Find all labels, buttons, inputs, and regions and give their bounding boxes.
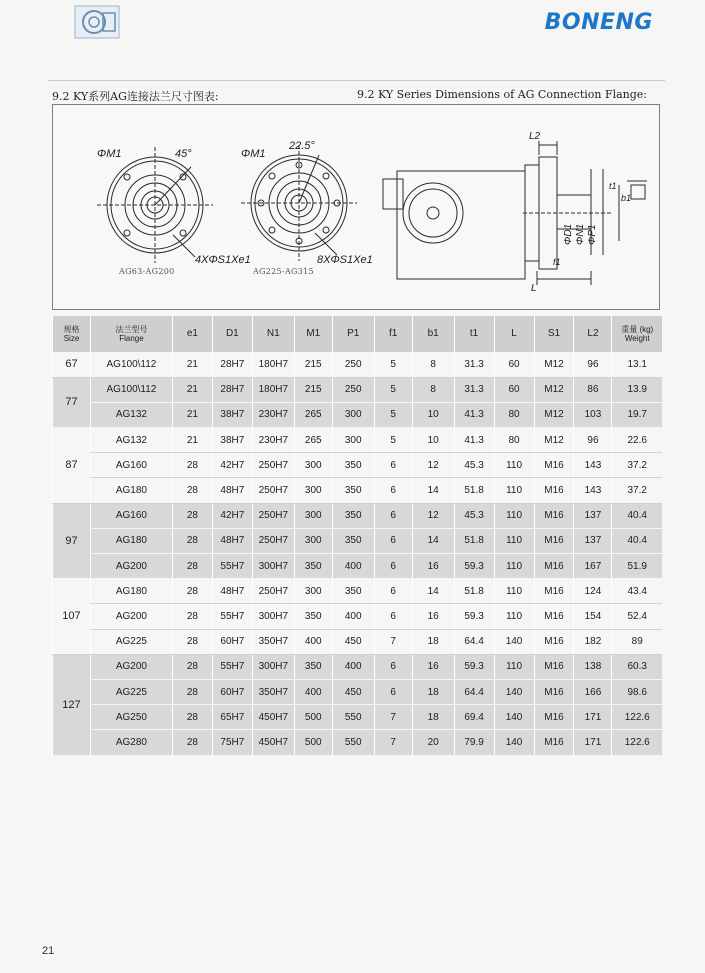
table-cell: 350 — [294, 604, 332, 629]
col-weight: 重量 (kg) Weight — [612, 316, 662, 352]
table-cell: 21 — [172, 377, 212, 402]
table-cell: 59.3 — [454, 654, 494, 679]
table-cell: 265 — [294, 402, 332, 427]
table-cell: M16 — [534, 679, 574, 704]
table-cell: 500 — [294, 730, 332, 755]
table-cell: 140 — [494, 730, 534, 755]
table-cell: 16 — [412, 554, 454, 579]
table-cell: 300 — [294, 503, 332, 528]
table-cell: 28 — [172, 528, 212, 553]
table-cell: 42H7 — [212, 503, 252, 528]
table-cell: 110 — [494, 453, 534, 478]
table-cell: 230H7 — [252, 428, 294, 453]
col-l2: L2 — [574, 316, 612, 352]
table-cell: 28 — [172, 629, 212, 654]
table-row — [53, 453, 663, 478]
table-cell: 13.1 — [612, 352, 662, 377]
table-cell: 7 — [374, 629, 412, 654]
table-cell: 6 — [374, 679, 412, 704]
table-cell: 350H7 — [252, 629, 294, 654]
table-cell: 86 — [574, 377, 612, 402]
table-cell: 250H7 — [252, 478, 294, 503]
table-cell: M16 — [534, 503, 574, 528]
table-cell: 140 — [494, 705, 534, 730]
table-cell: 300 — [332, 402, 374, 427]
table-cell: 450H7 — [252, 705, 294, 730]
table-cell: 16 — [412, 604, 454, 629]
table-cell: M16 — [534, 604, 574, 629]
table-cell: 69.4 — [454, 705, 494, 730]
table-cell: M16 — [534, 629, 574, 654]
table-cell: 59.3 — [454, 554, 494, 579]
table-cell: AG200 — [90, 654, 172, 679]
table-cell: 64.4 — [454, 679, 494, 704]
p1-label: ΦP1 — [587, 224, 598, 245]
dimension-drawing — [52, 104, 660, 310]
table-cell: 6 — [374, 503, 412, 528]
table-cell: 43.4 — [612, 579, 662, 604]
col-m1: M1 — [294, 316, 332, 352]
table-cell: 110 — [494, 554, 534, 579]
left-m1-label: ΦM1 — [97, 148, 122, 160]
header-divider — [48, 80, 665, 81]
table-cell: 80 — [494, 428, 534, 453]
table-cell: 140 — [494, 629, 534, 654]
table-cell: M12 — [534, 428, 574, 453]
table-cell: AG200 — [90, 554, 172, 579]
table-cell: 21 — [172, 352, 212, 377]
table-cell: 215 — [294, 377, 332, 402]
mid-holes-label: 8XΦS1Xe1 — [317, 254, 373, 266]
table-cell: 14 — [412, 478, 454, 503]
table-cell: 80 — [494, 402, 534, 427]
table-cell: 167 — [574, 554, 612, 579]
table-cell: 171 — [574, 730, 612, 755]
col-t1: t1 — [454, 316, 494, 352]
table-cell: 450H7 — [252, 730, 294, 755]
col-p1: P1 — [332, 316, 374, 352]
table-cell: 143 — [574, 478, 612, 503]
table-cell: 55H7 — [212, 554, 252, 579]
table-cell: 41.3 — [454, 428, 494, 453]
table-cell: 122.6 — [612, 705, 662, 730]
table-cell: 38H7 — [212, 428, 252, 453]
mid-figure-caption: AG225-AG315 — [253, 267, 314, 276]
table-cell: 300 — [332, 428, 374, 453]
col-size: 规格 Size — [53, 316, 91, 352]
table-cell: AG225 — [90, 679, 172, 704]
l2-label: L2 — [529, 131, 541, 142]
col-f1: f1 — [374, 316, 412, 352]
table-cell: 6 — [374, 453, 412, 478]
table-row — [53, 579, 663, 604]
table-cell: 51.9 — [612, 554, 662, 579]
table-cell: 12 — [412, 503, 454, 528]
table-cell: 55H7 — [212, 654, 252, 679]
table-cell: 28 — [172, 554, 212, 579]
table-cell: AG225 — [90, 629, 172, 654]
table-cell: 171 — [574, 705, 612, 730]
table-cell: 300 — [294, 453, 332, 478]
table-cell: 52.4 — [612, 604, 662, 629]
table-cell: 350 — [332, 528, 374, 553]
table-cell: 48H7 — [212, 478, 252, 503]
size-cell: 87 — [53, 428, 91, 504]
table-cell: 450 — [332, 629, 374, 654]
table-cell: 16 — [412, 654, 454, 679]
table-cell: 41.3 — [454, 402, 494, 427]
table-cell: 10 — [412, 402, 454, 427]
left-holes-label: 4XΦS1Xe1 — [195, 254, 251, 266]
table-cell: 500 — [294, 705, 332, 730]
table-cell: 28 — [172, 478, 212, 503]
table-cell: 79.9 — [454, 730, 494, 755]
table-cell: AG180 — [90, 528, 172, 553]
table-cell: 103 — [574, 402, 612, 427]
table-cell: 6 — [374, 604, 412, 629]
table-row — [53, 352, 663, 377]
table-cell: 28 — [172, 453, 212, 478]
table-cell: 137 — [574, 528, 612, 553]
table-row — [53, 629, 663, 654]
table-cell: 20 — [412, 730, 454, 755]
table-cell: 5 — [374, 402, 412, 427]
table-cell: 28 — [172, 503, 212, 528]
table-row — [53, 705, 663, 730]
table-cell: M12 — [534, 402, 574, 427]
table-cell: 96 — [574, 352, 612, 377]
table-cell: 51.8 — [454, 579, 494, 604]
table-row — [53, 428, 663, 453]
table-cell: 110 — [494, 478, 534, 503]
table-cell: M16 — [534, 453, 574, 478]
left-figure-caption: AG63-AG200 — [119, 267, 175, 276]
table-row — [53, 679, 663, 704]
table-cell: 60 — [494, 377, 534, 402]
table-cell: 45.3 — [454, 453, 494, 478]
table-cell: 154 — [574, 604, 612, 629]
table-cell: AG132 — [90, 402, 172, 427]
table-cell: AG160 — [90, 503, 172, 528]
table-cell: 28 — [172, 730, 212, 755]
table-cell: 250H7 — [252, 503, 294, 528]
table-cell: 45.3 — [454, 503, 494, 528]
size-cell: 77 — [53, 377, 91, 427]
table-row — [53, 604, 663, 629]
table-cell: AG100\112 — [90, 352, 172, 377]
table-cell: 18 — [412, 629, 454, 654]
company-logo — [74, 5, 120, 39]
table-cell: 350H7 — [252, 679, 294, 704]
size-cell: 107 — [53, 579, 91, 655]
table-cell: 7 — [374, 705, 412, 730]
table-cell: 400 — [332, 554, 374, 579]
table-cell: 89 — [612, 629, 662, 654]
table-cell: 6 — [374, 654, 412, 679]
table-cell: 48H7 — [212, 579, 252, 604]
size-cell: 97 — [53, 503, 91, 579]
table-cell: 140 — [494, 679, 534, 704]
t1-label: t1 — [609, 181, 617, 191]
table-cell: 250H7 — [252, 528, 294, 553]
table-cell: AG250 — [90, 705, 172, 730]
table-cell: 12 — [412, 453, 454, 478]
table-cell: 350 — [332, 579, 374, 604]
table-cell: 400 — [332, 604, 374, 629]
table-cell: 265 — [294, 428, 332, 453]
table-cell: 6 — [374, 478, 412, 503]
table-cell: AG180 — [90, 478, 172, 503]
mid-angle-label: 22.5° — [289, 140, 315, 152]
table-cell: 300 — [294, 579, 332, 604]
table-cell: 215 — [294, 352, 332, 377]
table-cell: 110 — [494, 604, 534, 629]
table-cell: 300H7 — [252, 604, 294, 629]
brand-name: BONENG — [544, 10, 653, 35]
table-cell: 64.4 — [454, 629, 494, 654]
table-cell: 19.7 — [612, 402, 662, 427]
section-title-cn: 9.2 KY系列AG连接法兰尺寸图表: — [52, 90, 219, 103]
l-label: L — [531, 283, 537, 294]
table-cell: 37.2 — [612, 453, 662, 478]
table-cell: AG132 — [90, 428, 172, 453]
table-cell: 400 — [294, 679, 332, 704]
table-cell: AG160 — [90, 453, 172, 478]
table-row — [53, 730, 663, 755]
table-cell: M12 — [534, 377, 574, 402]
table-cell: M16 — [534, 554, 574, 579]
table-cell: 137 — [574, 503, 612, 528]
table-cell: 21 — [172, 402, 212, 427]
table-cell: AG180 — [90, 579, 172, 604]
table-cell: 110 — [494, 528, 534, 553]
table-cell: M16 — [534, 579, 574, 604]
table-cell: 10 — [412, 428, 454, 453]
table-cell: 166 — [574, 679, 612, 704]
table-cell: M16 — [534, 654, 574, 679]
table-cell: M16 — [534, 478, 574, 503]
table-cell: 250 — [332, 377, 374, 402]
table-cell: 37.2 — [612, 478, 662, 503]
table-cell: 96 — [574, 428, 612, 453]
table-row — [53, 654, 663, 679]
table-cell: M12 — [534, 352, 574, 377]
table-cell: 60.3 — [612, 654, 662, 679]
table-cell: 31.3 — [454, 352, 494, 377]
table-cell: 14 — [412, 528, 454, 553]
drawing-svg — [53, 105, 659, 309]
table-cell: 14 — [412, 579, 454, 604]
table-cell: 400 — [294, 629, 332, 654]
table-cell: 350 — [332, 453, 374, 478]
size-cell: 67 — [53, 352, 91, 377]
left-angle-label: 45° — [175, 148, 192, 160]
table-cell: 18 — [412, 705, 454, 730]
table-cell: 6 — [374, 554, 412, 579]
table-cell: 5 — [374, 428, 412, 453]
f1-label: f1 — [553, 257, 561, 267]
table-cell: AG100\112 — [90, 377, 172, 402]
table-cell: 110 — [494, 579, 534, 604]
table-cell: 550 — [332, 730, 374, 755]
table-cell: 18 — [412, 679, 454, 704]
table-cell: 400 — [332, 654, 374, 679]
table-cell: 300H7 — [252, 554, 294, 579]
table-cell: 250H7 — [252, 579, 294, 604]
table-cell: 122.6 — [612, 730, 662, 755]
d1-label: ΦD1 — [563, 223, 574, 245]
page-number: 21 — [42, 945, 55, 957]
table-cell: 98.6 — [612, 679, 662, 704]
table-cell: M16 — [534, 705, 574, 730]
table-cell: 60H7 — [212, 679, 252, 704]
table-cell: 38H7 — [212, 402, 252, 427]
table-cell: 300H7 — [252, 654, 294, 679]
table-cell: 21 — [172, 428, 212, 453]
table-cell: 51.8 — [454, 478, 494, 503]
table-cell: AG280 — [90, 730, 172, 755]
table-cell: 8 — [412, 377, 454, 402]
section-title-en: 9.2 KY Series Dimensions of AG Connection Flange: — [357, 88, 648, 101]
table-cell: 65H7 — [212, 705, 252, 730]
col-s1: S1 — [534, 316, 574, 352]
table-cell: 13.9 — [612, 377, 662, 402]
table-cell: M16 — [534, 730, 574, 755]
b1-label: b1 — [621, 193, 632, 203]
table-cell: 450 — [332, 679, 374, 704]
table-cell: 182 — [574, 629, 612, 654]
size-cell: 127 — [53, 654, 91, 755]
table-cell: 350 — [332, 503, 374, 528]
table-row — [53, 402, 663, 427]
table-cell: 7 — [374, 730, 412, 755]
table-cell: 350 — [294, 554, 332, 579]
table-cell: 5 — [374, 377, 412, 402]
table-cell: 8 — [412, 352, 454, 377]
table-cell: 40.4 — [612, 503, 662, 528]
table-cell: 110 — [494, 503, 534, 528]
table-cell: 55H7 — [212, 604, 252, 629]
table-cell: 250H7 — [252, 453, 294, 478]
table-cell: 143 — [574, 453, 612, 478]
table-cell: 60H7 — [212, 629, 252, 654]
table-header-row — [53, 316, 663, 352]
table-cell: 59.3 — [454, 604, 494, 629]
table-cell: 28H7 — [212, 377, 252, 402]
table-cell: 300 — [294, 478, 332, 503]
table-cell: 28 — [172, 654, 212, 679]
col-b1: b1 — [412, 316, 454, 352]
table-cell: 138 — [574, 654, 612, 679]
table-cell: 124 — [574, 579, 612, 604]
col-flange: 法兰型号 Flange — [90, 316, 172, 352]
table-row — [53, 554, 663, 579]
col-e1: e1 — [172, 316, 212, 352]
table-cell: 22.6 — [612, 428, 662, 453]
table-cell: 350 — [294, 654, 332, 679]
col-n1: N1 — [252, 316, 294, 352]
table-cell: 180H7 — [252, 377, 294, 402]
table-row — [53, 528, 663, 553]
table-cell: 300 — [294, 528, 332, 553]
table-cell: 42H7 — [212, 453, 252, 478]
table-cell: 60 — [494, 352, 534, 377]
table-cell: 28 — [172, 705, 212, 730]
table-cell: 6 — [374, 528, 412, 553]
table-row — [53, 478, 663, 503]
table-cell: 6 — [374, 579, 412, 604]
table-cell: 28 — [172, 604, 212, 629]
table-cell: M16 — [534, 528, 574, 553]
table-cell: 28 — [172, 679, 212, 704]
table-cell: 40.4 — [612, 528, 662, 553]
table-cell: 350 — [332, 478, 374, 503]
n1-label: ΦN1 — [575, 223, 586, 245]
table-cell: 550 — [332, 705, 374, 730]
table-cell: 180H7 — [252, 352, 294, 377]
col-d1: D1 — [212, 316, 252, 352]
table-row — [53, 503, 663, 528]
table-cell: 110 — [494, 654, 534, 679]
table-cell: 28H7 — [212, 352, 252, 377]
table-cell: 250 — [332, 352, 374, 377]
table-cell: 31.3 — [454, 377, 494, 402]
table-cell: 5 — [374, 352, 412, 377]
table-cell: 48H7 — [212, 528, 252, 553]
table-cell: 230H7 — [252, 402, 294, 427]
table-cell: 75H7 — [212, 730, 252, 755]
table-cell: 51.8 — [454, 528, 494, 553]
table-row — [53, 377, 663, 402]
table-cell: AG200 — [90, 604, 172, 629]
col-l: L — [494, 316, 534, 352]
table-cell: 28 — [172, 579, 212, 604]
dimensions-table — [52, 316, 662, 756]
mid-m1-label: ΦM1 — [241, 148, 266, 160]
